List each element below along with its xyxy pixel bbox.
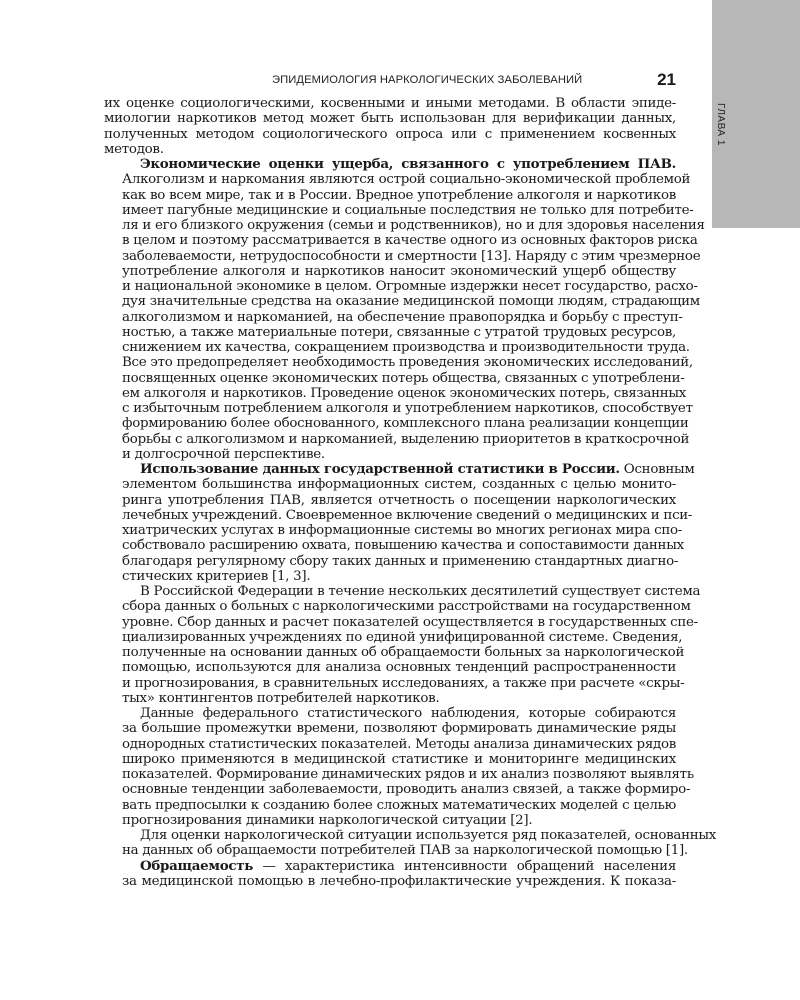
paragraph-lead-line — [104, 461, 695, 477]
chapter-side-tab-label: ГЛАВА 1 — [715, 103, 726, 146]
text-line: за медицинской помощью в лечебно-профилактические учреждения. К показа- — [122, 873, 676, 889]
text-line: на данных об обращаемости потребителей ПАВ за наркологической помощью [1]. — [122, 843, 688, 859]
text-line: ем алкоголя и наркотиков. Проведение оценок экономических потерь, связанных — [122, 385, 687, 401]
paragraph — [104, 96, 676, 157]
text-line: борьбы с алкоголизмом и наркоманией, выделению приоритетов в краткосрочной — [122, 431, 690, 447]
text-line: и прогнозирования, в сравнительных исследованиях, а также при расчете «скры- — [122, 675, 685, 691]
text-line: методов. — [104, 141, 164, 157]
text-line: и долгосрочной перспективе. — [122, 446, 325, 462]
text-line: циализированных учреждениях по единой унифицированной системе. Сведения, — [122, 629, 683, 645]
text-line: заболеваемости, нетрудоспособности и смертности [13]. Наряду с этим чрезмерное — [122, 248, 701, 264]
paragraph — [104, 706, 694, 828]
text-line: Алкоголизм и наркомания являются острой социально-экономической проблемой — [122, 172, 691, 188]
text-line: хиатрических услугах в информационные системы во многих регионах мира спо- — [122, 523, 683, 538]
text-line: лечебных учреждений. Своевременное включение сведений о медицинских и пси- — [122, 507, 693, 523]
text-line: ля и его близкого окружения (семьи и родственников), но и для здоровья населения — [122, 218, 705, 233]
running-header — [104, 62, 676, 90]
text-line: с избыточным потреблением алкоголя и употреблением наркотиков, способствует — [122, 401, 693, 416]
paragraph-lead-line — [104, 859, 676, 874]
text-line: снижением их качества, сокращением производства и производительности труда. — [122, 340, 690, 355]
text-line: формированию более обоснованного, комплексного плана реализации концепции — [122, 416, 689, 432]
inline-heading: Использование данных государственной статистики в России. — [140, 461, 620, 477]
text-line: показателей. Формирование динамических рядов и их анализ позволяют выявлять — [122, 767, 694, 782]
text-line: прогнозирования динамики наркологической ситуации [2]. — [122, 812, 533, 828]
text-line: как во всем мире, так и в России. Вредное употребление алкоголя и наркотиков — [122, 187, 676, 203]
text-line: Для оценки наркологической ситуации используется ряд показателей, основанных — [140, 828, 717, 843]
text-line: основные тенденции заболеваемости, проводить анализ связей, а также формиро- — [122, 782, 691, 798]
text-line: собствовало расширению охвата, повышению качества и сопоставимости данных — [122, 538, 684, 554]
text-line: посвященных оценке экономических потерь общества, связанных с употреблени- — [122, 370, 685, 386]
paragraph — [104, 156, 705, 462]
text-line: употребление алкоголя и наркотиков наносит экономический ущерб обществу — [122, 263, 676, 279]
text-line: алкоголизмом и наркоманией, на обеспечение правопорядка и борьбу с преступ- — [122, 309, 683, 325]
text-line: ностью, а также материальные потери, связанные с утратой трудовых ресурсов, — [122, 324, 676, 340]
text-line: сбора данных о больных с наркологическими расстройствами на государственном — [122, 599, 691, 615]
text-line: ринга употребления ПАВ, является отчетность о посещении наркологических — [122, 492, 676, 508]
text-line: Все это предопределяет необходимость проведения экономических исследований, — [122, 355, 693, 371]
text-line: за большие промежутки времени, позволяют формировать динамические ряды — [122, 721, 676, 737]
paragraph — [104, 828, 717, 859]
inline-heading: Экономические оценки ущерба, связанного с употреблением ПАВ. — [140, 156, 676, 172]
lead-tail-text: Основным — [619, 462, 695, 477]
text-line: тых» контингентов потребителей наркотиков. — [122, 690, 440, 706]
paragraph — [104, 461, 695, 584]
text-line: широко применяются в медицинской статистике и мониторинге медицинских — [122, 751, 676, 767]
text-line: уровне. Сбор данных и расчет показателей осуществляется в государственных спе- — [122, 614, 698, 630]
body-text — [104, 96, 717, 889]
text-line: В Российской Федерации в течение нескольких десятилетий существует система — [140, 584, 701, 599]
running-title: ЭПИДЕМИОЛОГИЯ НАРКОЛОГИЧЕСКИХ ЗАБОЛЕВАНИЙ — [272, 74, 583, 86]
inline-heading: Обращаемость — [140, 857, 254, 874]
text-line: помощью, используются для анализа основных тенденций распространенности — [122, 660, 676, 676]
text-line: их оценке социологическими, косвенными и иными методами. В области эпиде- — [104, 96, 676, 111]
text-line: и национальной экономике в целом. Огромные издержки несет государство, расхо- — [122, 279, 698, 294]
text-line: благодаря регулярному сбору таких данных и применению стандартных диагно- — [122, 553, 679, 569]
lead-tail-text: — характеристика интенсивности обращений населения — [253, 858, 676, 874]
paragraph — [104, 584, 701, 706]
text-line: однородных статистических показателей. Методы анализа динамических рядов — [122, 736, 676, 752]
text-line: полученные на основании данных об обращаемости больных за наркологической — [122, 645, 685, 660]
page-number: 21 — [657, 70, 676, 89]
text-line: полученных методом социологического опроса или с применением косвенных — [104, 126, 676, 142]
paragraph-lead-line — [104, 157, 676, 172]
paragraph — [104, 859, 676, 890]
text-line: элементом большинства информационных систем, созданных с целью монито- — [122, 477, 676, 493]
text-line: миологии наркотиков метод может быть использован для верификации данных, — [104, 111, 676, 127]
text-line: дуя значительные средства на оказание медицинской помощи людям, страдающим — [122, 294, 700, 310]
text-line: в целом и поэтому рассматривается в качестве одного из основных факторов риска — [122, 233, 698, 249]
text-line: вать предпосылки к созданию более сложных математических моделей с целью — [122, 797, 676, 813]
text-line: имеет пагубные медицинские и социальные последствия не только для потребите- — [122, 202, 694, 218]
text-line: стических критериев [1, 3]. — [122, 568, 311, 584]
text-line: Данные федерального статистического наблюдения, которые собираются — [140, 706, 676, 721]
